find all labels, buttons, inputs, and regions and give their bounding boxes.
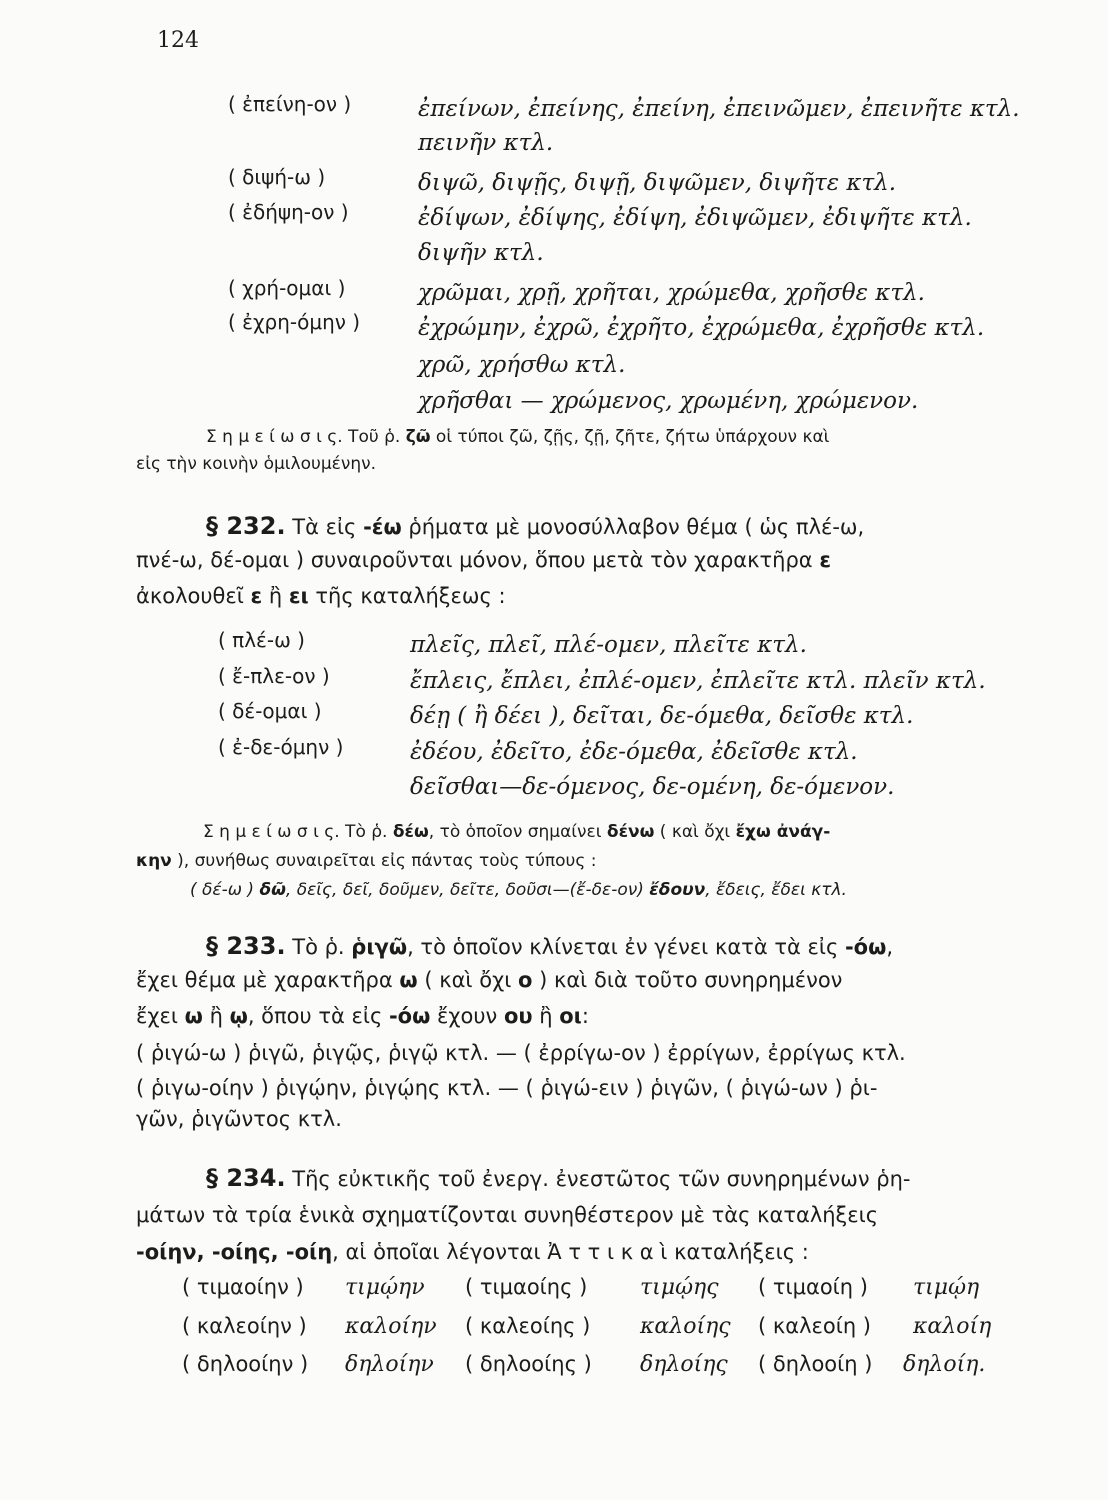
section-234-line-2: μάτων τὰ τρία ἑνικὰ σχηματίζονται συνηθέστερον μὲ τὰς καταλήξεις — [136, 1203, 879, 1227]
table-cell: καλοίη — [913, 1314, 992, 1339]
form-text: χρῶμαι, χρῇ, χρῆται, χρώμεθα, χρῆσθε κτλ. — [418, 280, 925, 306]
form-label: ( χρή-ομαι ) — [228, 276, 346, 300]
table-cell: ( τιμαοίη ) — [758, 1275, 868, 1299]
table-row: ( καλεοίην ) — [182, 1314, 307, 1338]
table-cell: ( τιμαοίης ) — [465, 1275, 588, 1299]
table-cell: δηλοίης — [640, 1352, 728, 1377]
form-label: ( ἐδήψη-ον ) — [228, 200, 349, 224]
form-label: ( ἔ-πλε-ον ) — [218, 664, 330, 688]
table-cell: τιμῴης — [640, 1275, 719, 1300]
form-text: ἔπλεις, ἔπλει, ἐπλέ-ομεν, ἐπλεῖτε κτλ. πλεῖν κτλ. — [410, 668, 986, 694]
form-label: ( διψή-ω ) — [228, 165, 326, 189]
table-cell: καλοίην — [345, 1314, 437, 1339]
section-233-line-3: ἔχει ω ἢ ῳ, ὅπου τὰ εἰς -όω ἔχουν ου ἢ οι: — [136, 1004, 589, 1028]
note-2-line-1: Σ η μ ε ί ω σ ι ς. Τὸ ῥ. δέω, τὸ ὁποῖον σημαίνει δένω ( καὶ ὄχι ἔχω ἀνάγ- — [203, 822, 831, 842]
form-label: ( ἐ-δε-όμην ) — [218, 735, 344, 759]
section-234-number: § 234. — [206, 1164, 286, 1192]
form-text: πεινῆν κτλ. — [418, 130, 554, 156]
section-233-line-4: ( ῥιγώ-ω ) ῥιγῶ, ῥιγῷς, ῥιγῷ κτλ. — ( ἐρρίγω-ον ) ἐρρίγων, ἐρρίγως κτλ. — [136, 1041, 906, 1065]
section-233-line-1: § 233. Τὸ ῥ. ῥιγῶ, τὸ ὁποῖον κλίνεται ἐν γένει κατὰ τὰ εἰς -όω, — [206, 932, 894, 960]
form-label: ( δέ-ομαι ) — [218, 699, 322, 723]
form-text: ἐδίψων, ἐδίψης, ἐδίψη, ἐδιψῶμεν, ἐδιψῆτε κτλ. — [418, 205, 972, 231]
form-text: χρῶ, χρήσθω κτλ. — [418, 352, 626, 378]
form-text: ἐδέου, ἐδεῖτο, ἐδε-όμεθα, ἐδεῖσθε κτλ. — [410, 739, 858, 765]
note-2-line-3: ( δέ-ω ) δῶ, δεῖς, δεῖ, δοῦμεν, δεῖτε, δοῦσι—(ἔ-δε-ον) ἔδουν, ἔδεις, ἔδει κτλ. — [190, 880, 847, 900]
form-label: ( ἐπείνη-ον ) — [228, 92, 352, 116]
table-cell: ( δηλοοίης ) — [465, 1352, 592, 1376]
table-cell: τιμῴη — [913, 1275, 980, 1300]
form-text: πλεῖς, πλεῖ, πλέ-ομεν, πλεῖτε κτλ. — [410, 632, 807, 658]
form-text: ἐχρώμην, ἐχρῶ, ἐχρῆτο, ἐχρώμεθα, ἐχρῆσθε κτλ. — [418, 315, 985, 341]
form-text: ἐπείνων, ἐπείνης, ἐπείνη, ἐπεινῶμεν, ἐπεινῆτε κτλ. — [418, 96, 1020, 122]
table-cell: ( δηλοοίη ) — [758, 1352, 873, 1376]
note-2-line-2: κην ), συνήθως συναιρεῖται εἰς πάντας τοὺς τύπους : — [136, 851, 597, 871]
table-cell: δηλοίη. — [903, 1352, 986, 1377]
section-233-line-2: ἔχει θέμα μὲ χαρακτῆρα ω ( καὶ ὄχι ο ) καὶ διὰ τοῦτο συνηρημένον — [136, 968, 843, 992]
section-232-number: § 232. — [206, 512, 286, 540]
section-234-line-3: -οίην, -οίης, -οίη, αἱ ὁποῖαι λέγονται Ἀ τ τ ι κ α ὶ καταλήξεις : — [136, 1240, 809, 1264]
section-232-line-2: πνέ-ω, δέ-ομαι ) συναιροῦνται μόνον, ὅπου μετὰ τὸν χαρακτῆρα ε — [136, 548, 832, 572]
form-label: ( ἐχρη-όμην ) — [228, 310, 361, 334]
form-text: δεῖσθαι—δε-όμενος, δε-ομένη, δε-όμενον. — [410, 774, 895, 800]
table-cell: δηλοίην — [345, 1352, 434, 1377]
section-233-line-5: ( ῥιγω-οίην ) ῥιγῴην, ῥιγῴης κτλ. — ( ῥιγώ-ειν ) ῥιγῶν, ( ῥιγώ-ων ) ῥι- — [136, 1076, 878, 1100]
form-text: χρῆσθαι — χρώμενος, χρωμένη, χρώμενον. — [418, 388, 919, 414]
form-text: διψῆν κτλ. — [418, 240, 544, 266]
form-text: διψῶ, διψῇς, διψῇ, διψῶμεν, διψῆτε κτλ. — [418, 170, 897, 196]
table-row: ( τιμαοίην ) — [182, 1275, 304, 1299]
table-cell: τιμῴην — [345, 1275, 425, 1300]
section-233-number: § 233. — [206, 932, 286, 960]
form-text: δέῃ ( ἢ δέει ), δεῖται, δε-όμεθα, δεῖσθε κτλ. — [410, 703, 914, 729]
section-233-line-6: γῶν, ῥιγῶντος κτλ. — [136, 1107, 342, 1131]
table-cell: ( καλεοίης ) — [465, 1314, 591, 1338]
page-number: 124 — [157, 28, 199, 53]
table-cell: ( καλεοίη ) — [758, 1314, 871, 1338]
note-1-line-2: εἰς τὴν κοινὴν ὁμιλουμένην. — [136, 454, 377, 474]
note-1: Σ η μ ε ί ω σ ι ς. Τοῦ ῥ. ζῶ οἱ τύποι ζῶ, ζῇς, ζῇ, ζῆτε, ζήτω ὑπάρχουν καὶ — [206, 427, 830, 447]
section-234-line-1: § 234. Τῆς εὐκτικῆς τοῦ ἐνεργ. ἐνεστῶτος τῶν συνηρημένων ῥη- — [206, 1164, 911, 1192]
form-label: ( πλέ-ω ) — [218, 628, 305, 652]
section-232-line-3: ἀκολουθεῖ ε ἢ ει τῆς καταλήξεως : — [136, 584, 506, 608]
table-cell: καλοίης — [640, 1314, 731, 1339]
table-row: ( δηλοοίην ) — [182, 1352, 309, 1376]
section-232-line-1: § 232. Τὰ εἰς -έω ῥήματα μὲ μονοσύλλαβον θέμα ( ὡς πλέ-ω, — [206, 512, 865, 540]
